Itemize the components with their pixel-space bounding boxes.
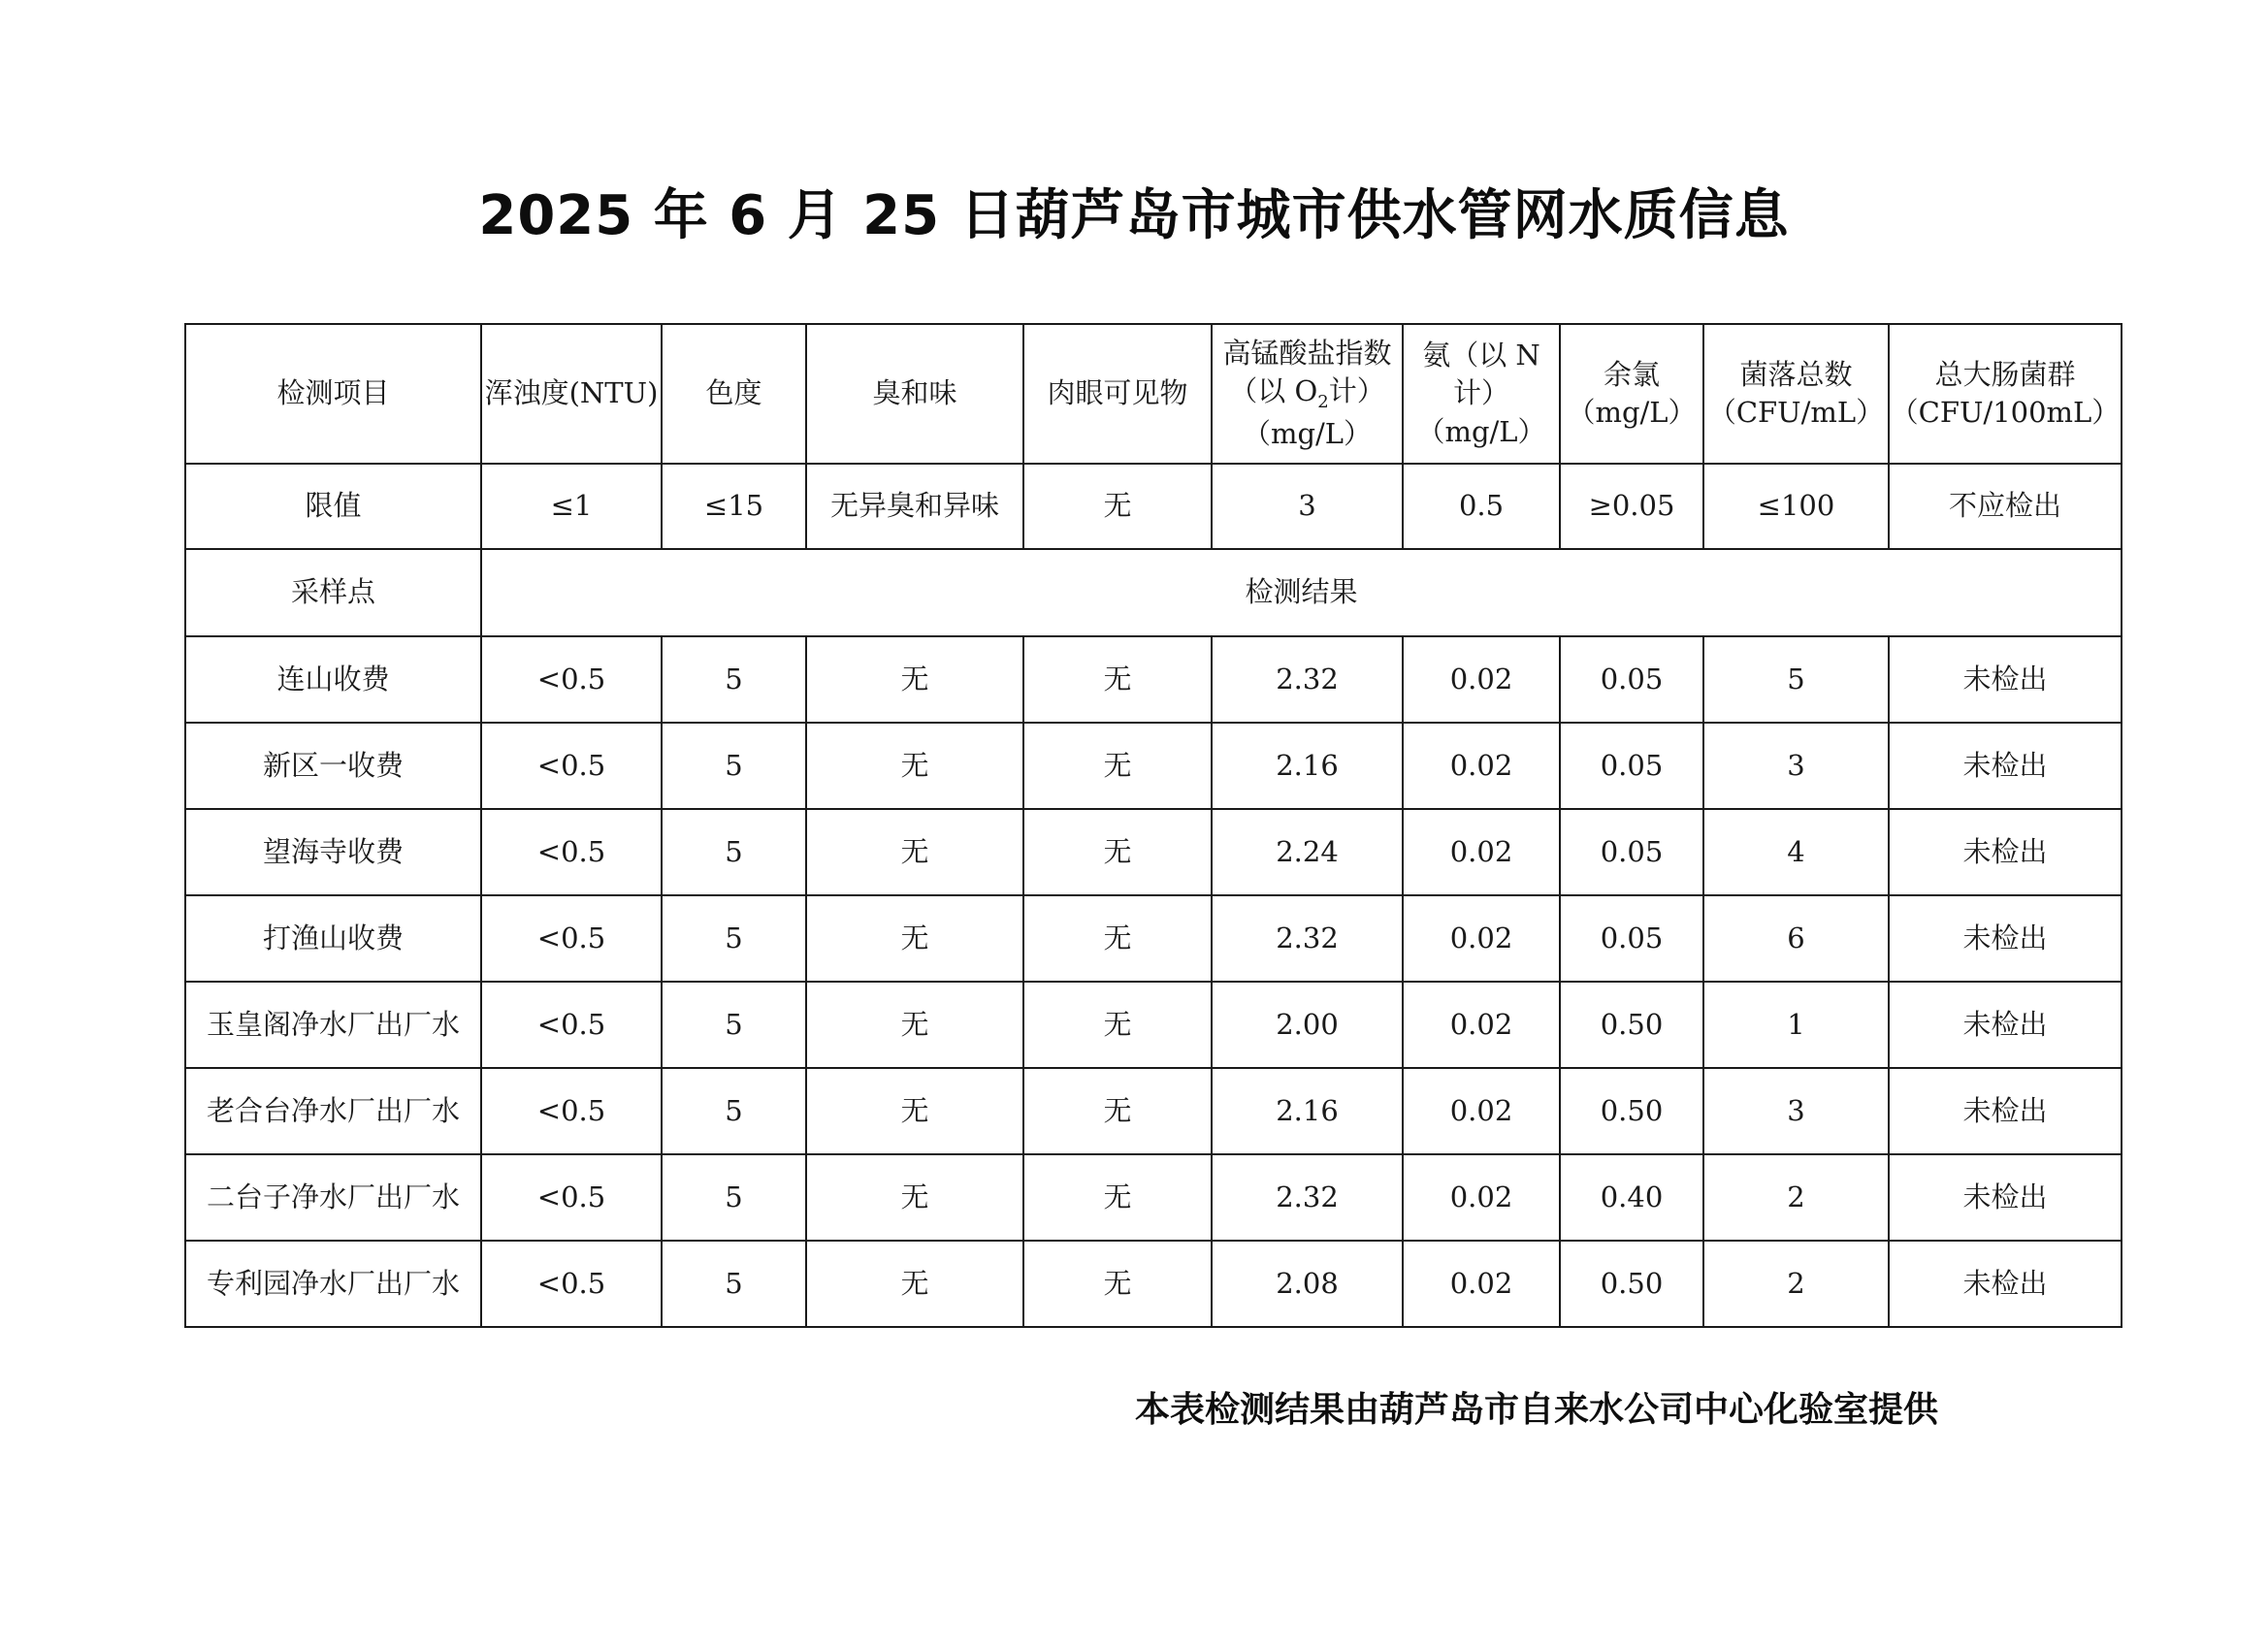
sampling-site: 打渔山收费 [185, 895, 481, 982]
result-cell: 无 [806, 723, 1023, 809]
limit-value: 无 [1023, 464, 1212, 549]
result-cell: 2 [1703, 1154, 1889, 1241]
result-cell: 无 [1023, 895, 1212, 982]
result-cell: 无 [806, 1068, 1023, 1154]
result-cell: 0.02 [1403, 1154, 1560, 1241]
result-cell: 2 [1703, 1241, 1889, 1327]
header-ammonia [1403, 324, 1560, 464]
sampling-site: 新区一收费 [185, 723, 481, 809]
result-cell: 0.05 [1560, 809, 1703, 895]
result-cell: 3 [1703, 1068, 1889, 1154]
limit-value: ≤1 [481, 464, 662, 549]
header-turbidity: 浑浊度(NTU) [481, 324, 662, 464]
header-coliform-line1: 总大肠菌群 [1934, 357, 2076, 391]
table-row [185, 1068, 2122, 1154]
table-row [185, 723, 2122, 809]
result-cell: 无 [1023, 809, 1212, 895]
result-cell: 5 [662, 1154, 806, 1241]
limit-label: 限值 [185, 464, 481, 549]
result-cell: 0.50 [1560, 1241, 1703, 1327]
limit-value: ≤15 [662, 464, 806, 549]
result-cell: 1 [1703, 982, 1889, 1068]
sampling-site: 连山收费 [185, 636, 481, 723]
header-chlorine-line2: （mg/L） [1567, 396, 1697, 429]
table-row [185, 809, 2122, 895]
limit-value: 不应检出 [1889, 464, 2122, 549]
result-cell: 5 [662, 809, 806, 895]
result-cell: 未检出 [1889, 1154, 2122, 1241]
result-cell: 0.05 [1560, 636, 1703, 723]
result-cell: <0.5 [481, 1068, 662, 1154]
header-row [185, 324, 2122, 464]
result-cell: 未检出 [1889, 723, 2122, 809]
limit-value: ≤100 [1703, 464, 1889, 549]
result-cell: 未检出 [1889, 636, 2122, 723]
header-chlorine-line1: 余氯 [1603, 357, 1660, 391]
result-cell: <0.5 [481, 1154, 662, 1241]
result-cell: 5 [1703, 636, 1889, 723]
header-colony-count [1703, 324, 1889, 464]
header-permanganate-line2: （以 $O_2$计） [1229, 374, 1385, 413]
result-cell: 无 [1023, 1241, 1212, 1327]
result-cell: 2.24 [1212, 809, 1403, 895]
sampling-site: 老合台净水厂出厂水 [185, 1068, 481, 1154]
result-cell: 2.00 [1212, 982, 1403, 1068]
sampling-site: 专利园净水厂出厂水 [185, 1241, 481, 1327]
header-colony-line2: （CFU/mL） [1707, 396, 1885, 429]
result-cell: 0.05 [1560, 723, 1703, 809]
limit-value: 0.5 [1403, 464, 1560, 549]
result-cell: <0.5 [481, 895, 662, 982]
result-cell: 无 [806, 895, 1023, 982]
result-cell: 5 [662, 895, 806, 982]
result-cell: <0.5 [481, 809, 662, 895]
result-cell: <0.5 [481, 723, 662, 809]
result-cell: 无 [806, 1241, 1023, 1327]
result-cell: 0.02 [1403, 1068, 1560, 1154]
header-permanganate-line3: （mg/L） [1242, 416, 1373, 450]
result-cell: 未检出 [1889, 809, 2122, 895]
result-cell: 4 [1703, 809, 1889, 895]
result-cell: 5 [662, 1241, 806, 1327]
result-cell: 0.40 [1560, 1154, 1703, 1241]
result-cell: 无 [1023, 1068, 1212, 1154]
result-cell: 3 [1703, 723, 1889, 809]
result-cell: <0.5 [481, 982, 662, 1068]
result-cell: 无 [806, 809, 1023, 895]
result-cell: 0.02 [1403, 809, 1560, 895]
sampling-site: 二台子净水厂出厂水 [185, 1154, 481, 1241]
result-cell: 未检出 [1889, 895, 2122, 982]
result-cell: 0.02 [1403, 982, 1560, 1068]
result-cell: 0.02 [1403, 895, 1560, 982]
result-cell: 未检出 [1889, 1241, 2122, 1327]
result-cell: 5 [662, 982, 806, 1068]
sampling-point-label: 采样点 [185, 549, 481, 636]
results-body [185, 636, 2122, 1327]
result-cell: 0.02 [1403, 723, 1560, 809]
result-cell: 2.32 [1212, 1154, 1403, 1241]
table-row [185, 1241, 2122, 1327]
table-row [185, 1154, 2122, 1241]
result-cell: 0.02 [1403, 636, 1560, 723]
limit-value: 无异臭和异味 [806, 464, 1023, 549]
result-cell: <0.5 [481, 1241, 662, 1327]
header-residual-chlorine [1560, 324, 1703, 464]
header-ammonia-line2: （mg/L） [1416, 414, 1546, 448]
section-row [185, 549, 2122, 636]
result-cell: 2.32 [1212, 895, 1403, 982]
limit-value: 3 [1212, 464, 1403, 549]
limit-row [185, 464, 2122, 549]
result-cell: 5 [662, 1068, 806, 1154]
result-cell: 0.02 [1403, 1241, 1560, 1327]
table-row [185, 636, 2122, 723]
header-total-coliform [1889, 324, 2122, 464]
result-cell: 无 [806, 982, 1023, 1068]
header-permanganate [1212, 324, 1403, 464]
header-colony-line1: 菌落总数 [1739, 357, 1853, 391]
header-permanganate-line1: 高锰酸盐指数 [1222, 337, 1392, 371]
page-title: 2025 年 6 月 25 日葫芦岛市城市供水管网水质信息 [478, 184, 1790, 247]
result-cell: 0.50 [1560, 982, 1703, 1068]
results-label: 检测结果 [481, 549, 2122, 636]
result-cell: 无 [806, 1154, 1023, 1241]
footer-note: 本表检测结果由葫芦岛市自来水公司中心化验室提供 [1135, 1390, 1939, 1430]
water-quality-table [184, 323, 2122, 1328]
header-coliform-line2: （CFU/100mL） [1890, 396, 2121, 429]
result-cell: 无 [806, 636, 1023, 723]
result-cell: 无 [1023, 723, 1212, 809]
header-color: 色度 [662, 324, 806, 464]
result-cell: 5 [662, 723, 806, 809]
result-cell: 6 [1703, 895, 1889, 982]
result-cell: 无 [1023, 636, 1212, 723]
header-ammonia-line1: 氨（以 N 计） [1422, 339, 1540, 410]
header-visible-matter: 肉眼可见物 [1023, 324, 1212, 464]
limit-value: ≥0.05 [1560, 464, 1703, 549]
result-cell: 2.32 [1212, 636, 1403, 723]
result-cell: <0.5 [481, 636, 662, 723]
header-item: 检测项目 [185, 324, 481, 464]
table-row [185, 982, 2122, 1068]
result-cell: 0.50 [1560, 1068, 1703, 1154]
result-cell: 未检出 [1889, 982, 2122, 1068]
table-row [185, 895, 2122, 982]
result-cell: 5 [662, 636, 806, 723]
result-cell: 2.08 [1212, 1241, 1403, 1327]
header-odor: 臭和味 [806, 324, 1023, 464]
sampling-site: 玉皇阁净水厂出厂水 [185, 982, 481, 1068]
result-cell: 2.16 [1212, 1068, 1403, 1154]
result-cell: 无 [1023, 982, 1212, 1068]
sampling-site: 望海寺收费 [185, 809, 481, 895]
result-cell: 0.05 [1560, 895, 1703, 982]
result-cell: 未检出 [1889, 1068, 2122, 1154]
result-cell: 无 [1023, 1154, 1212, 1241]
result-cell: 2.16 [1212, 723, 1403, 809]
